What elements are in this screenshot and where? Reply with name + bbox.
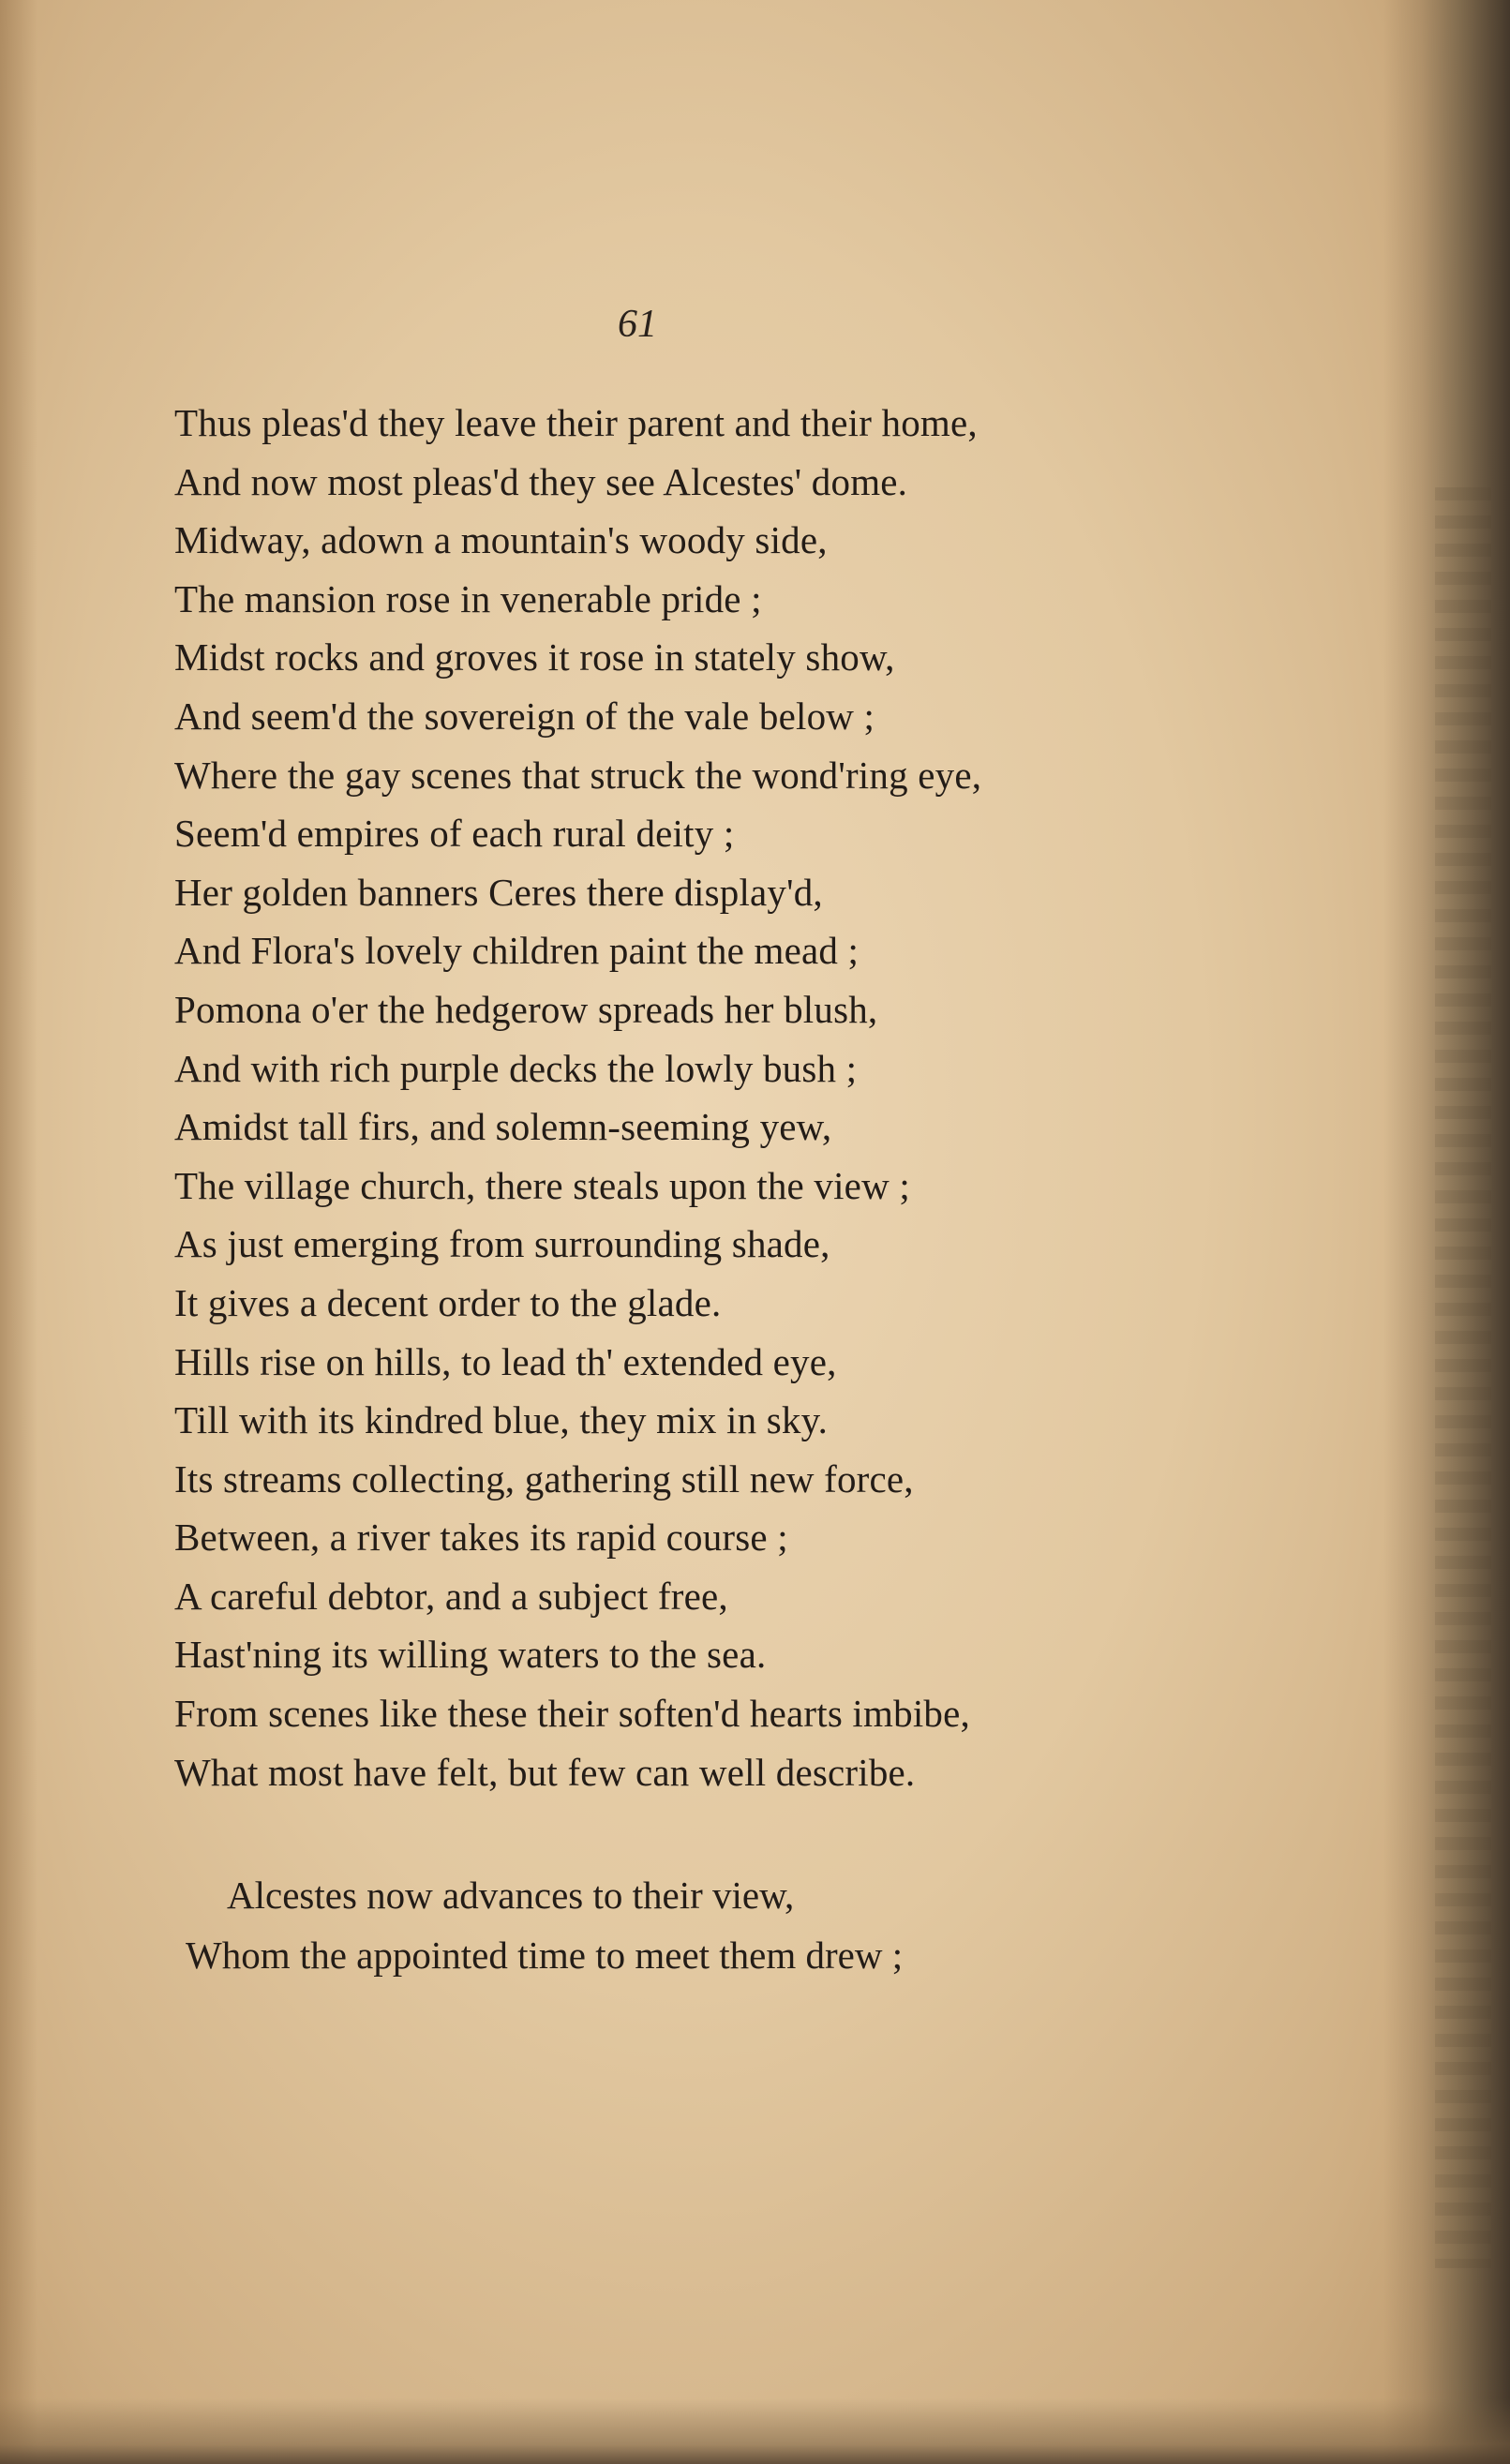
- poem-line: The mansion rose in venerable pride ;: [174, 576, 762, 620]
- poem-line: A careful debtor, and a subject free,: [174, 1574, 728, 1618]
- poem-line: Where the gay scenes that struck the wond'ring eye,: [174, 753, 982, 797]
- poem-line: Her golden banners Ceres there display'd,: [174, 870, 823, 914]
- poem-stanza-2: [174, 1865, 1149, 1985]
- poem-line: Amidst tall firs, and solemn-seeming yew,: [174, 1105, 832, 1149]
- page-bottom-edge: [0, 2398, 1510, 2464]
- poem-line: Between, a river takes its rapid course ;: [174, 1516, 788, 1560]
- poem-line: And now most pleas'd they see Alcestes' dome.: [174, 459, 908, 503]
- poem-line: Midway, adown a mountain's woody side,: [174, 518, 828, 562]
- poem-line: And seem'd the sovereign of the vale below ;: [174, 694, 875, 738]
- poem-line: Whom the appointed time to meet them drew ;: [186, 1934, 904, 1977]
- poem-line: As just emerging from surrounding shade,: [174, 1222, 830, 1266]
- poem-line: Pomona o'er the hedgerow spreads her blush,: [174, 987, 878, 1031]
- poem-line: It gives a decent order to the glade.: [174, 1280, 722, 1324]
- page-edge-stain: [1435, 487, 1491, 2268]
- poem-line: Its streams collecting, gathering still new force,: [174, 1456, 914, 1501]
- poem-line: What most have felt, but few can well describe.: [174, 1750, 916, 1794]
- poem-line: Alcestes now advances to their view,: [227, 1874, 795, 1917]
- poem-stanza-1: [174, 394, 1149, 1801]
- page-left-shadow: [0, 0, 37, 2464]
- poem-line: And Flora's lovely children paint the mead ;: [174, 929, 860, 973]
- poem-line: From scenes like these their soften'd hearts imbibe,: [174, 1692, 970, 1736]
- poem-line: Hills rise on hills, to lead th' extended eye,: [174, 1339, 837, 1383]
- poem-line: Hast'ning its willing waters to the sea.: [174, 1633, 767, 1677]
- page-number: 61: [618, 303, 657, 346]
- poem-line: Till with its kindred blue, they mix in sky.: [174, 1398, 829, 1442]
- poem-line: And with rich purple decks the lowly bush ;: [174, 1046, 858, 1090]
- poem-line: Midst rocks and groves it rose in stately show,: [174, 635, 895, 679]
- poem-line: Seem'd empires of each rural deity ;: [174, 812, 735, 856]
- poem-line: Thus pleas'd they leave their parent and their home,: [174, 401, 978, 444]
- poem-line: The village church, there steals upon the view ;: [174, 1163, 910, 1207]
